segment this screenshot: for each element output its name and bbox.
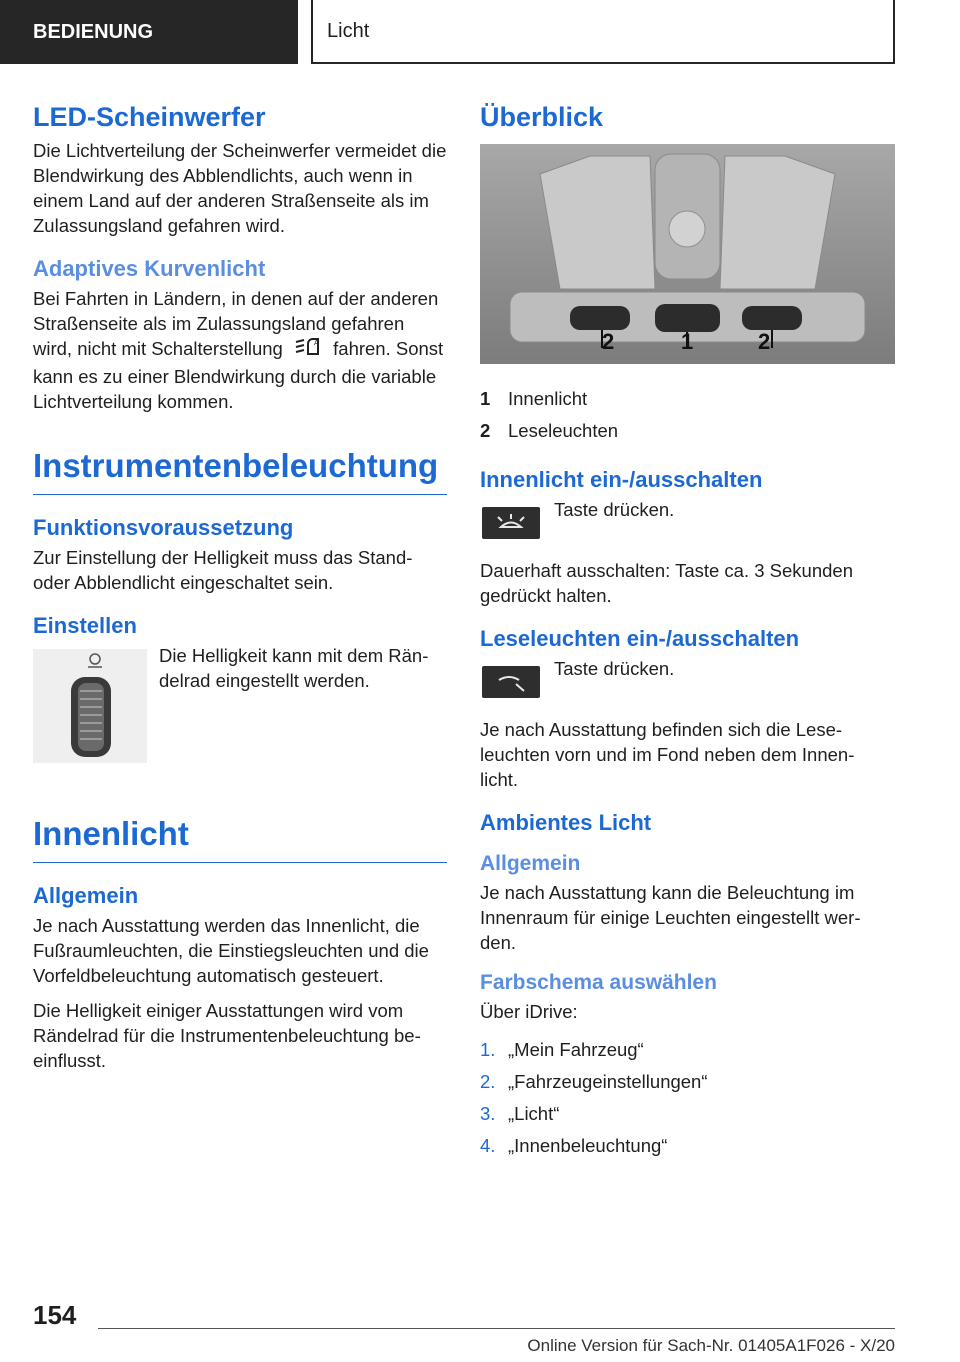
- chapter-innenlicht: Innenlicht: [33, 814, 447, 863]
- funktionsvoraussetzung-text: Zur Einstellung der Helligkeit muss das Stand- oder Abblendlicht eingeschaltet sein.: [33, 547, 413, 594]
- kurven-text-a: Bei Fahrten in Ländern, in denen auf der anderen Straßenseite als im Zulassungsland gefahren wird, nicht mit Schalterstellung: [33, 288, 439, 359]
- step-label: „Licht“: [508, 1103, 560, 1124]
- figure-label: 2: [758, 329, 771, 354]
- funktionsvoraussetzung-title: Funktionsvoraussetzung: [33, 515, 294, 541]
- led-text: Die Lichtverteilung der Scheinwerfer vermeidet die Blendwirkung des Abblendlichts, auch wenn in einem Land auf der anderen Straßenseite als im Zulassungsland gefahren wird.: [33, 140, 447, 236]
- step-label: „Mein Fahrzeug“: [508, 1039, 644, 1060]
- led-title: LED-Scheinwerfer: [33, 102, 266, 132]
- leseleuchte-button-icon: [480, 662, 542, 707]
- step-number: 2.: [480, 1071, 496, 1092]
- ueberblick-title: Überblick: [480, 102, 604, 132]
- ambientes-allgemein-text: Je nach Ausstattung kann die Beleuchtung im Innenraum für einige Leuchten eingestellt wer- den.: [480, 882, 861, 953]
- footer-divider: [98, 1328, 895, 1329]
- figure-label: 2: [602, 329, 615, 354]
- left-column: [33, 100, 447, 1083]
- farbschema-steps: [480, 1034, 895, 1162]
- section-tab: BEDIENUNG: [0, 0, 298, 64]
- kurven-title: Adaptives Kurvenlicht: [33, 256, 266, 281]
- list-item: [480, 1098, 895, 1130]
- kurvenlicht-icon: [294, 336, 322, 364]
- kurven-text: [33, 286, 447, 414]
- step-number: 1.: [480, 1039, 496, 1060]
- innenlicht-ausschalten-text: Dauerhaft ausschalten: Taste ca. 3 Sekunden gedrückt halten.: [480, 560, 853, 606]
- allgemein-text-1: Je nach Ausstattung werden das Innenlicht, die Fußraumleuchten, die Einstiegsleuchten und die Vorfeldbeleuchtung automatisch gesteuert.: [33, 915, 429, 987]
- legend-number: 1: [480, 388, 491, 409]
- ambientes-allgemein-title: Allgemein: [480, 852, 581, 875]
- legend-number: 2: [480, 420, 491, 441]
- leseleuchten-schalten-title: Leseleuchten ein-/ausschalten: [480, 626, 800, 651]
- chapter-title: Licht: [311, 0, 895, 64]
- list-item: [480, 1066, 895, 1098]
- farbschema-title: Farbschema auswählen: [480, 971, 717, 994]
- innenlicht-schalten-title: Innenlicht ein-/ausschalten: [480, 467, 763, 492]
- leseleuchten-schalten-text: Taste drücken.: [554, 658, 675, 679]
- allgemein-text-2: Die Helligkeit einiger Ausstattungen wird vom Rändelrad für die Instrumentenbeleuchtung be- einflusst.: [33, 1000, 421, 1072]
- farbschema-intro: Über iDrive:: [480, 1001, 578, 1022]
- ambientes-licht-title: Ambientes Licht: [480, 810, 652, 835]
- legend-label: Innenlicht: [508, 388, 588, 409]
- list-item: [480, 1130, 895, 1162]
- svg-text:A: A: [314, 339, 319, 348]
- chapter-instrumentenbeleuchtung: Instrumentenbeleuchtung: [33, 446, 447, 495]
- legend-item: [480, 383, 895, 415]
- legend-item: [480, 415, 895, 447]
- step-number: 3.: [480, 1103, 496, 1124]
- page-header: [0, 0, 960, 64]
- kurven-text-b: fahren. Sonst kann es zu einer Blendwirkung durch die variable Lichtverteilung kommen.: [33, 338, 444, 413]
- raendelrad-image: [33, 649, 147, 768]
- figure-legend: [480, 383, 895, 447]
- page-number: 154: [33, 1300, 77, 1330]
- roof-console-image: [480, 144, 895, 369]
- list-item: [480, 1034, 895, 1066]
- step-label: „Fahrzeugeinstellungen“: [508, 1071, 708, 1092]
- einstellen-text: Die Helligkeit kann mit dem Rän- delrad eingestellt werden.: [159, 645, 429, 692]
- leseleuchten-info-text: Je nach Ausstattung befinden sich die Lese- leuchten vorn und im Fond neben dem Innen- licht.: [480, 719, 855, 790]
- innenlicht-button-icon: [480, 503, 542, 548]
- online-version-text: Online Version für Sach-Nr. 01405A1F026 - X/20: [527, 1336, 895, 1355]
- step-number: 4.: [480, 1135, 496, 1156]
- step-label: „Innenbeleuchtung“: [508, 1135, 668, 1156]
- allgemein-title: Allgemein: [33, 883, 139, 909]
- figure-label: 1: [681, 329, 694, 354]
- innenlicht-schalten-text: Taste drücken.: [554, 499, 675, 520]
- einstellen-title: Einstellen: [33, 613, 137, 639]
- legend-label: Leseleuchten: [508, 420, 619, 441]
- right-column: [480, 100, 895, 1162]
